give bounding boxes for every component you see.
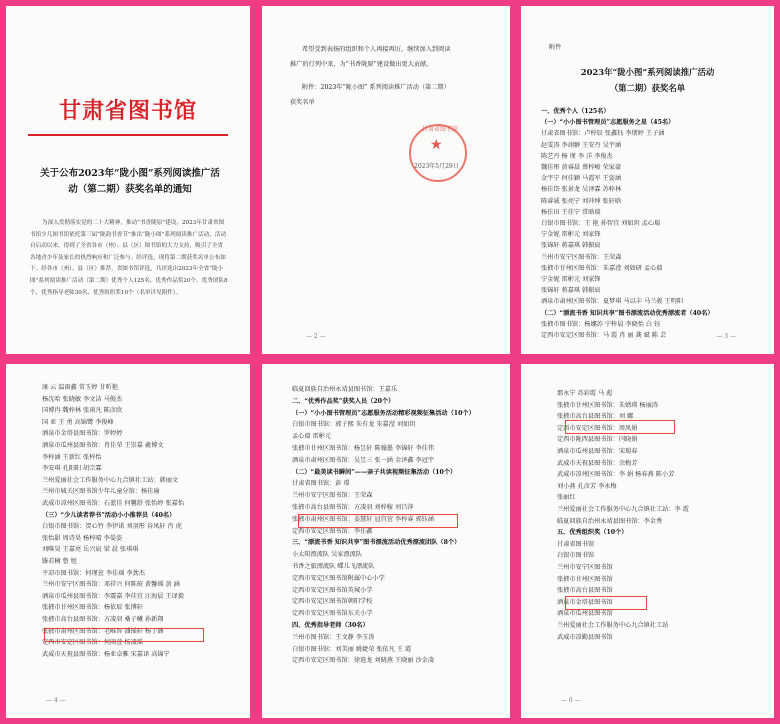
list-line: 宁金妮 雷彬元 刘家锋 (541, 276, 601, 283)
document-page-6 (521, 364, 774, 718)
notice-body: 为深入贯彻落实党的二十大精神，推动“书香陇原”建设，2023年甘肃省图书馆少儿图书馆依托第三届“陇韵书香节”推出“陇小图”系列阅读推广活动，活动自启动以来，得到了全省各市（州）、县（区）图书馆的大力支持，吸引了全省各地青少年及家长的热烈响应和广泛参与。经评选，现将第二期获奖名单公布如下。经各市（州）、县（区）推荐，省图书馆评选，共评选出2023年全省“陇小图”系列阅读推广活动（第二期）优秀个人125名、优秀作品奖20个、优秀团队8个、优秀指导老师30名、优秀组织奖10个（名单详见附件）。 (30, 220, 228, 296)
list-line: 陈艺丹 杨 瑾 李 洋 李俊杰 (541, 152, 613, 160)
seal-name: 甘肃省图书馆 (422, 126, 459, 133)
list-line: 兰州市安宁区图书馆：王荣森 (541, 253, 622, 261)
list-line: 甘肃省图书馆：彭 璟 (292, 480, 350, 488)
list-line: 张掖市肃州区图书馆：姜慧轩 冠宫萱 李梓睿 郭钰涵 (292, 515, 435, 523)
list-line: 国博冉 魏梓林 张雨凡 陈彦欣 (42, 407, 123, 415)
list-line: 赵雯涛 李翊翀 王安丹 吴宇涵 (541, 141, 622, 149)
list-line: 刘小燕 孔彦芳 李永梅 (557, 482, 617, 490)
paragraph-line: 希望受到表扬的组织和个人再接再厉，继续加入到阅读 (302, 46, 451, 53)
list-line: 国 亚 王 勇 高锦鹭 李俊峰 (42, 418, 114, 426)
list-line: 平凉市图书馆：何瑾萱 李佳瑶 李劲杰 (42, 569, 145, 577)
list-line: 定西市安定区图书馆东关小学 (292, 610, 373, 618)
highlight-box (565, 420, 675, 434)
list-line: 酒泉市瓜州县图书馆 (557, 610, 613, 618)
list-line: 张掖市高台县图书馆 (557, 587, 613, 595)
list-line: 张掖市甘州区图书馆：朱婧瑛 杨丽涛 (557, 401, 658, 409)
list-line: 孟心瑞 雷彬元 (292, 433, 332, 441)
header-divider (28, 134, 228, 136)
list-line: 张掖市甘州区图书馆：杨昱轩 陈翰墨 李锦轩 李佳伟 (292, 445, 435, 452)
document-page-5 (262, 364, 510, 718)
document-page-1 (6, 6, 250, 354)
list-line: 定西市安定区图书馆：马 霞 肖 丽 龚 斌 陈 芸 (541, 332, 667, 339)
list-line: 兰州爱丽社会工作服务中心九合镇社工站：韩丽文 (42, 476, 179, 484)
list-line: 张怡甜 周诗昊 杨梓晴 李晏姿 (42, 534, 123, 542)
page-number: — 3 — (716, 333, 736, 340)
list-line: 那永宁 苏彩霞 马 彪 (557, 390, 613, 397)
list-line: 张掖市甘州区图书馆：朱嘉滢 刘如研 孟心瑞 (541, 264, 663, 272)
list-line: 张锦轩 蒋嘉琪 韩振宸 (541, 242, 601, 250)
page-number: — 2 — (306, 333, 326, 340)
library-header-title: 甘肃省图书馆 (58, 98, 197, 124)
list-line: 酒泉市肃州区图书馆：夏梦琪 马以丰 马兰骏 王明阳 (541, 298, 684, 306)
document-page-4 (6, 364, 250, 718)
highlight-box (565, 596, 647, 610)
list-line: 定西市安定区图书馆：周凤娟 (557, 424, 638, 432)
list-line: 杨佳岱 张景龙 吴泽霖 苏梓林 (541, 186, 622, 194)
document-page-2 (262, 6, 510, 354)
list-line: 张锦轩 蒋嘉琪 韩振宸 (541, 287, 601, 295)
list-line: 定西市安定区图书馆：李佳鑫 (292, 527, 373, 535)
list-line: 张掖市肃州区图书馆：毛唯智 潘瑶轩 杨子涵 (42, 627, 164, 635)
section-heading: 五、优秀组织奖（10个） (557, 529, 628, 537)
highlight-box (44, 628, 204, 642)
list-line: 张掖市图书馆：杨娜苏 宁梓晨 李晓怡 白 钰 (541, 320, 661, 328)
list-line: 酒泉市瓜州县图书馆：肖佳荣 王崇嘉 羲博文 (42, 442, 164, 449)
list-line: 金宇宁 何佳颖 马霞军 王姿涵 (541, 175, 622, 183)
list-line: 定西市安定区图书馆：徐逍龙 刘晓燕 王晓丽 沙金凌 (292, 657, 435, 665)
list-line: 宁金妮 雷彬元 刘家锋 (541, 231, 601, 239)
list-line: 张丽红 (557, 494, 576, 502)
list-line: 兰州爱丽社会工作服务中心九合镇社工站：李 霞 (557, 506, 689, 513)
list-line: 兰州市安宁区图书馆：邓祥兴 何陈瑄 黄馨瑶 黄 涵 (42, 581, 180, 589)
list-line: 兰州市图书馆：王文静 李玉涛 (292, 633, 375, 641)
list-line: 酒泉市瓜州县图书馆：宋瑞春 (557, 448, 638, 455)
list-line: 兰州市城关区图书馆少年儿童分馆：杨佳瑜 (42, 488, 160, 496)
seal-star-icon: ★ (430, 137, 443, 153)
list-line: 陈睿诚 张亮宁 刘冲坤 张轩晗 (541, 197, 622, 205)
list-line: 兰州市安宁区图书馆 (557, 564, 613, 571)
list-line: 武威市天祝县图书馆：余梅芳 (557, 459, 638, 467)
list-line: 张掖市甘州区图书馆 (557, 575, 613, 583)
list-line: 兰州市安宁区图书馆：王荣森 (292, 492, 373, 500)
attachment-line: 附件：2023年“陇小图” 系列阅读推广活动（第二期） (302, 84, 450, 91)
section-heading: （三）“少儿读者荐书”活动小小推荐员（40名） (42, 511, 176, 519)
section-heading: 一、优秀个人（125名） (541, 108, 610, 115)
page-number: — 6 — (561, 697, 581, 704)
attachment-line: 获奖名单 (290, 99, 315, 106)
list-line: 武威市天祝县图书馆：杨亚卓雅 宋嘉译 高锦宁 (42, 650, 170, 658)
list-line: 滕若楠 鲁 旭 (42, 558, 77, 565)
list-line: 康 云 温雨鑫 常玉婷 甘昕艳 (42, 384, 118, 391)
list-line: 定西市安定区图书馆朝阳学校 (292, 598, 373, 606)
list-line: 白银市图书馆 (557, 552, 595, 560)
section-heading: （一）“小小图书管理员”志愿服务活动精彩视频征集活动（10个） (292, 409, 475, 417)
document-page-3 (521, 6, 774, 354)
paragraph-line: 推广的行列中来，为“书香陇原”建设做出更大贡献。 (290, 61, 433, 68)
list-line: 定西市安定区图书馆：何雨萱 杨凌瑶 (42, 639, 143, 647)
list-line: 定西市安定区图书馆英城小学 (292, 586, 373, 594)
section-heading: （二）“漂流书香 知识共享”图书漂流活动优秀漂流者（40名） (541, 309, 714, 317)
list-line: 张掖市高台县图书馆：方凌羽 刘梓稼 刘吕萍 (292, 504, 414, 511)
list-line: 武威市凉州区图书馆：石蓝佳 何馨舒 张怡婷 张嘉怡 (42, 500, 185, 507)
notice-title: 关于公布2023年“陇小图”系列阅读推广活动（第二期）获奖名单的通知 (40, 168, 220, 195)
list-line: 书香之旅漂流队 蝶儿飞漂流队 (292, 563, 375, 570)
list-line: 甘肃省图书馆 (557, 540, 595, 548)
list-line: 酒泉市肃州区图书馆：吴昱三 张一涵 金泽鑫 李冠宇 (292, 456, 435, 464)
list-line: 酒泉市金塔县图书馆 (557, 598, 613, 606)
list-line: 白银市图书馆：刘美丽 姚婕荣 张依凡 王 霞 (292, 645, 412, 653)
list-line: 临夏回族自治州永靖县图书馆：李金秀 (557, 517, 663, 525)
list-line: 酒泉市瓜州县图书馆：李震嘉 李佳宜 汪海晨 王译毅 (42, 592, 185, 600)
list-line: 酒泉市金塔县图书馆：罗婷婷 (42, 430, 123, 438)
list-line: 张掖市高台县图书馆：方凌羽 桑子曦 孙新翔 (42, 616, 164, 623)
section-heading: 四、优秀指导老师（30名） (292, 622, 369, 629)
attachment-label: 附件 (549, 44, 562, 51)
attachment-title-line2: （第二期）获奖名单 (609, 83, 686, 93)
list-line: 张掖市甘州区图书馆：杨依辰 张博轩 (42, 604, 143, 612)
highlight-box (298, 514, 458, 528)
seal-date: 2023年5月29日 (414, 163, 459, 170)
section-heading: 二、“优秀作品奖”获奖人员（20个） (292, 397, 395, 405)
list-line: 武威市凉州区图书馆：李 娟 杨春燕 陈小芳 (557, 471, 675, 479)
list-line: 兰州爱丽社会工作服务中心九合镇社工站 (557, 622, 669, 629)
list-line: 张掖市高台县图书馆：刘 娜 (557, 413, 634, 421)
section-heading: 三、“漂流书香 知识共享”图书漂流活动优秀漂流团队（8个） (292, 539, 461, 547)
list-line: 魏佳彤 黄睿晨 蔡梓峻 荣家豪 (541, 164, 622, 171)
list-line: 定西市安定区图书馆附属中心小学 (292, 574, 385, 582)
attachment-title-line1: 2023年“陇小图”系列阅读推广活动 (580, 67, 715, 77)
list-line: 杨沈哈 张晓敏 李文洁 马俊杰 (42, 395, 123, 403)
list-line: 白银市图书馆：郭子熙 朱有龙 朱嘉滢 刘如玥 (292, 421, 416, 429)
list-line: 定西市陇西县图书馆：闫晓娟 (557, 436, 638, 444)
list-line: 临夏回族自治州永靖县图书馆：王嘉乐 (292, 386, 398, 393)
list-line: 白银市图书馆：贺心竹 李伊诺 刘羽彤 谷凤轩 肖 虎 (42, 523, 182, 531)
list-line: 杨佳田 王佳宁 常晗瑞 (541, 208, 601, 216)
list-line: 李安琪 孔阳阳 胡宗霖 (42, 465, 102, 473)
list-line: 李梓涵 王新红 张梓怡 (42, 453, 102, 461)
section-heading: （一）“小小图书管理员”志愿服务之星（45名） (541, 119, 675, 127)
list-line: 刘唯昊 王嘉亮 岳兴宸 梁 晨 张琪琪 (42, 546, 139, 554)
list-line: 小太阳漂流队 吴家漂流队 (292, 551, 363, 559)
list-line: 白银市图书馆：王 艳 孙智宜 刘如玥 孟心瑞 (541, 220, 661, 227)
list-line: 甘肃省图书馆：卢梓辰 张鑫钰 李朋婷 王子涵 (541, 130, 665, 138)
section-heading: （二）“最美读书瞬间”——亲子共读视频征集活动（10个） (292, 468, 457, 476)
list-line: 武威市凉勤县图书馆 (557, 633, 613, 641)
page-number: — 4 — (46, 697, 66, 704)
